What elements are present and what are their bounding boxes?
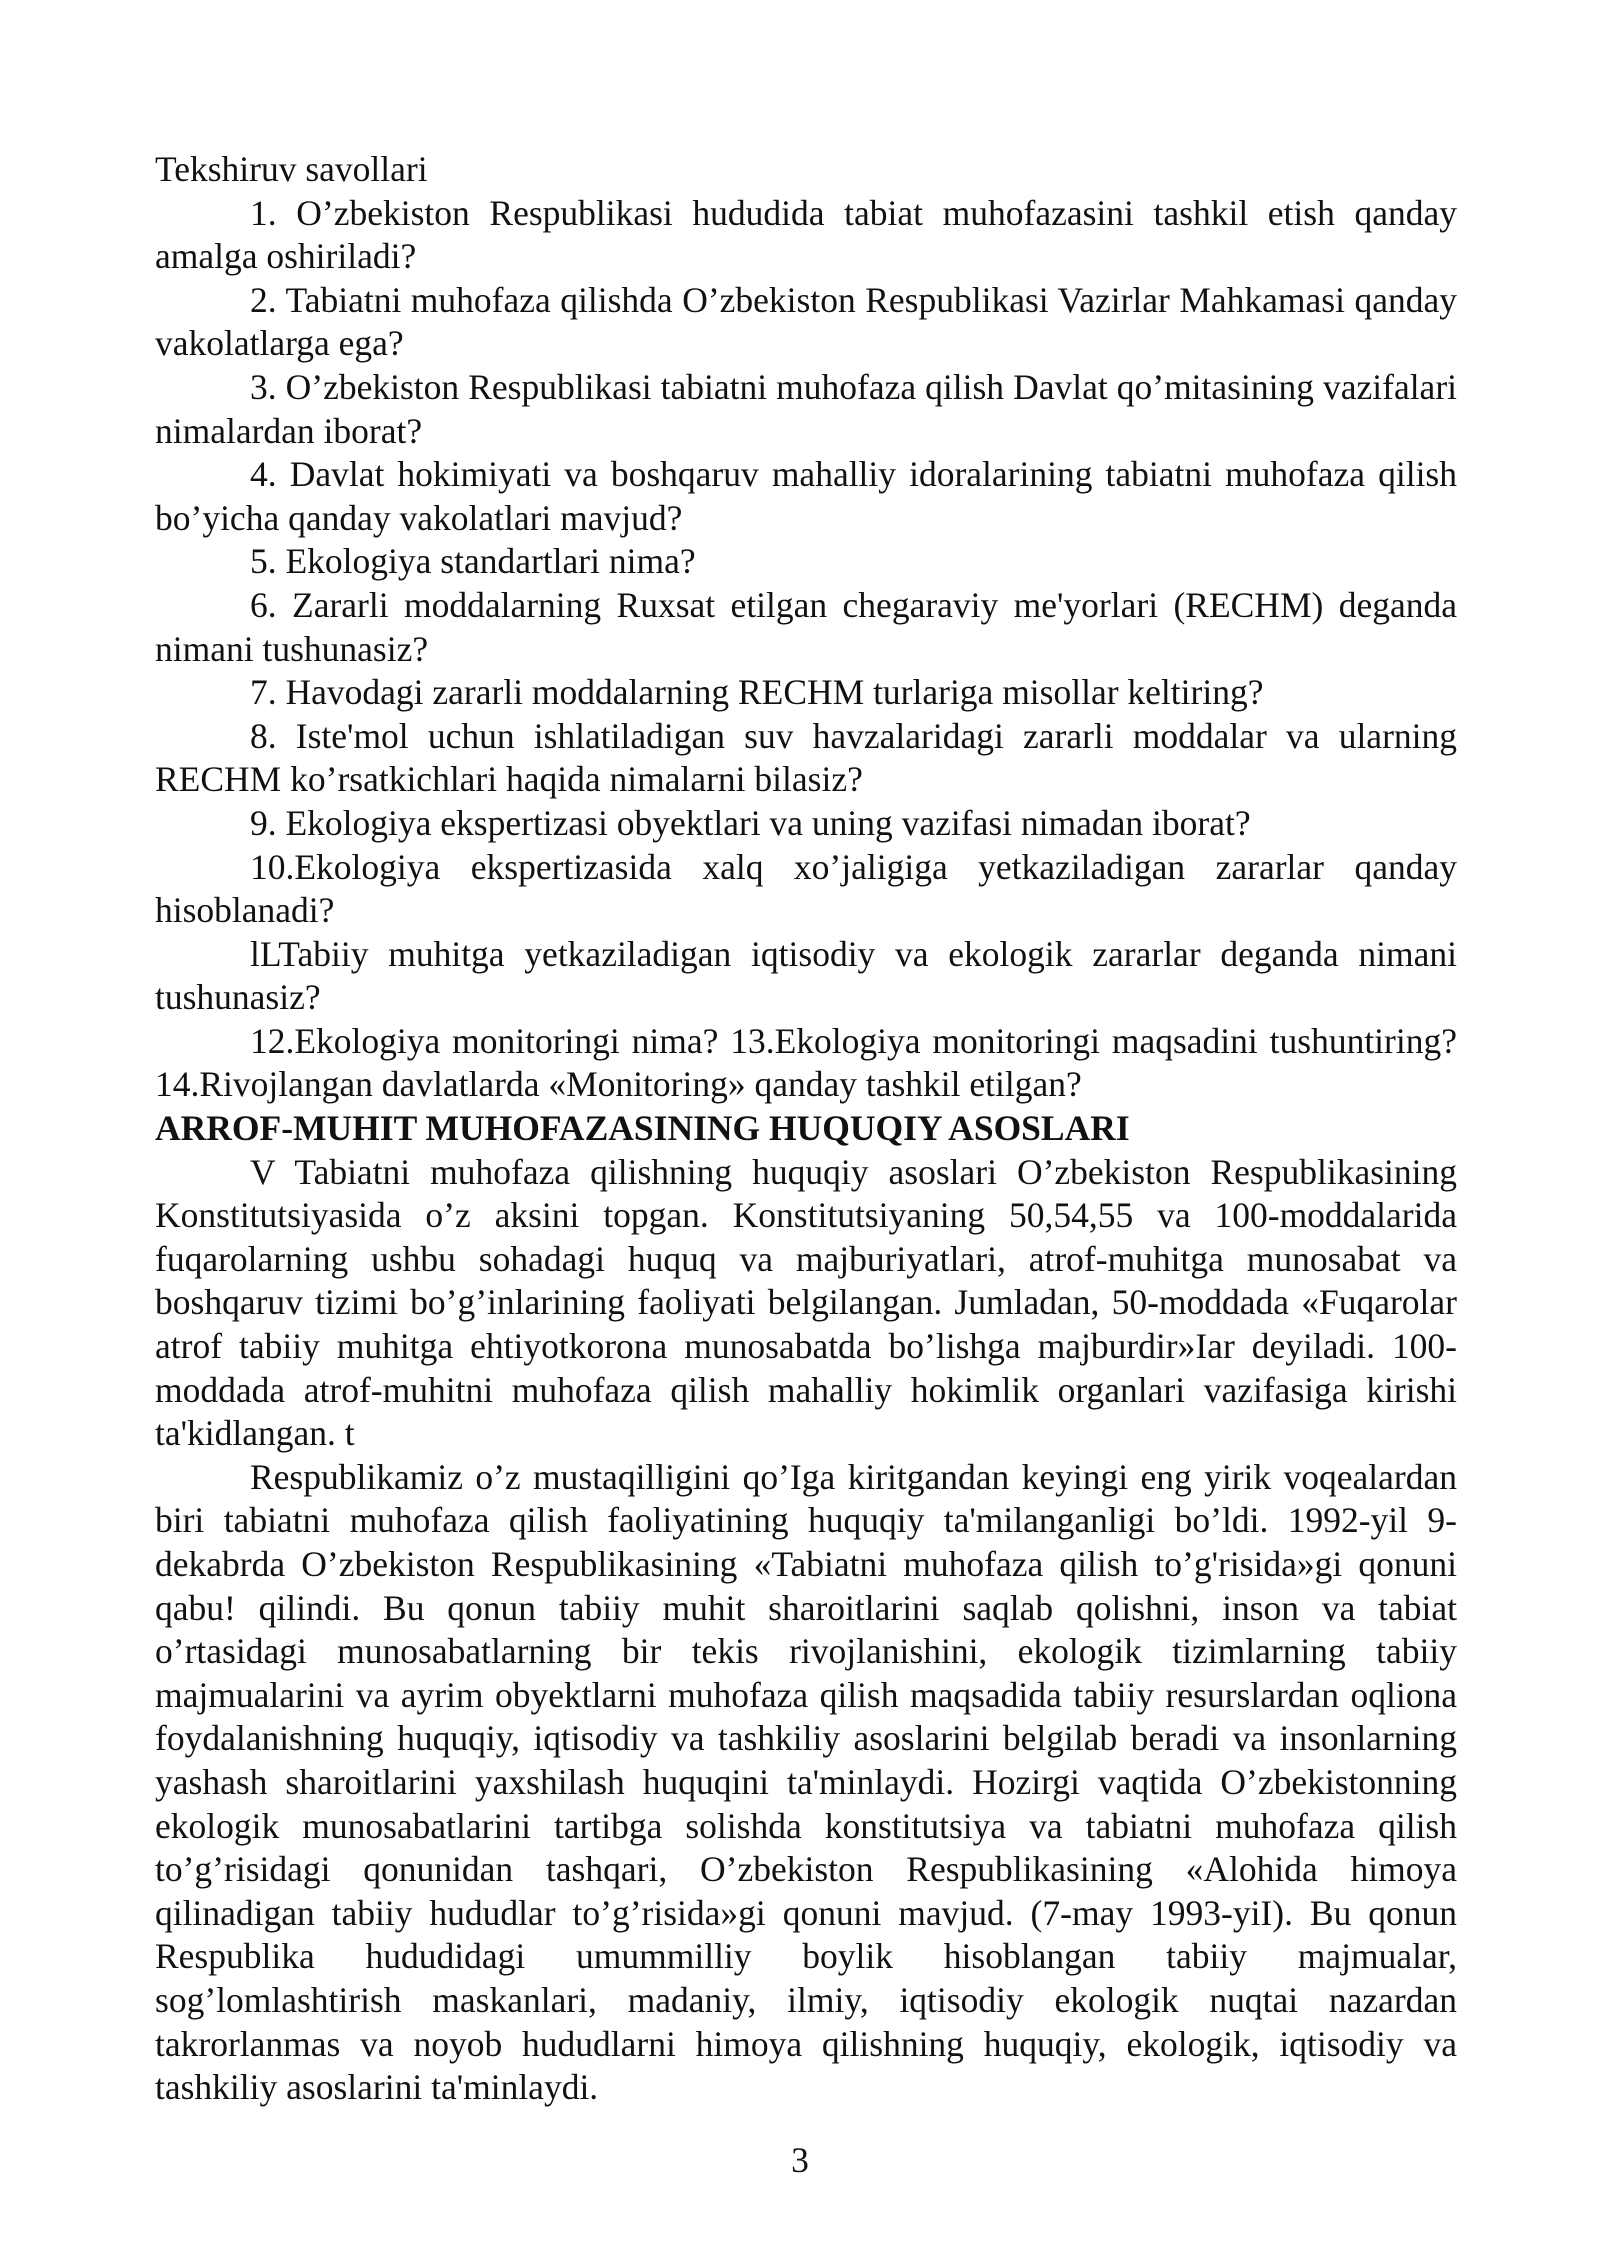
section-title: Tekshiruv savollari — [155, 149, 428, 189]
question-7: 7. Havodagi zararli moddalarning RECHM turlariga misollar keltiring? — [250, 672, 1264, 713]
question-9: 9. Ekologiya ekspertizasi obyektlari va uning vazifasi nimadan iborat? — [250, 802, 1251, 843]
question-4: 4. Davlat hokimiyati va boshqaruv mahalliy idoralarining tabiatni muhofaza qilish bo’yicha qanday vakolatlari mavjud? — [155, 454, 1457, 538]
question-12-14: 12.Ekologiya monitoringi nima? 13.Ekologiya monitoringi maqsadini tushuntiring? 14.Rivojlangan davlatlarda «Monitoring» qanday tashkil etilgan? — [155, 1020, 1457, 1105]
question-2: 2. Tabiatni muhofaza qilishda O’zbekiston Respublikasi Vazirlar Mahkamasi qanday vakolatlarga ega? — [155, 279, 1457, 364]
question-1: 1. O’zbekiston Respublikasi hududida tabiat muhofazasini tashkil etish qanday amalga oshiriladi? — [155, 192, 1457, 277]
body-paragraph-1: V Tabiatni muhofaza qilishning huquqiy asoslari O’zbekiston Respublikasining Konstitutsiyasida o’z aksini topgan. Konstitutsiyaning 50,54,55 va 100-moddalarida fuqarolarning ushbu sohadagi huquq va majburiyatlari, atrof-muhitga munosabat va boshqaruv tizimi bo’g’inlarining faoliyati belgilangan. Jumladan, 50-moddada «Fuqarolar atrof tabiiy muhitga ehtiyotkorona munosabatda bo’lishga majburdir»Iar deyiladi. 100-moddada atrof-muhitni muhofaza qilish mahalliy hokimlik organlari vazifasiga kirishi ta'kidlangan. t — [155, 1151, 1457, 1454]
question-11: lLTabiiy muhitga yetkaziladigan iqtisodiy va ekologik zararlar deganda nimani tushunasiz? — [155, 933, 1457, 1018]
body-paragraph-2: Respublikamiz o’z mustaqilligini qo’Iga kiritgandan keyingi eng yirik voqealardan biri tabiatni muhofaza qilish faoliyatining huquqiy ta'milanganligi bo’ldi. 1992-yil 9-dekabrda O’zbekiston Respublikasining «Tabiatni muhofaza qilish to’g'risida»gi qonuni qabu! qilindi. Bu qonun tabiiy muhit sharoitlarini saqlab qolishni, inson va tabiat o’rtasidagi munosabatlarning bir tekis rivojlanishini, ekologik tizimlarning tabiiy majmualarini va ayrim obyektlarni muhofaza qilish maqsadida tabiiy resurslardan oqliona foydalanishning huquqiy, iqtisodiy va tashkiliy asoslarini belgilab beradi va insonlarning yashash sharoitlarini yaxshilash huquqini ta'minlaydi. Hozirgi vaqtida O’zbekistonning ekologik munosabatlarini tartibga solishda konstitutsiya va tabiatni muhofaza qilish to’g’risidagi qonunidan tashqari, O’zbekiston Respublikasining «Alohida himoya qilinadigan tabiiy hududlar to’g’risida»gi qonuni mavjud. (7-may 1993-yiI). Bu qonun Respublika hududidagi umummilliy boylik hisoblangan tabiiy majmualar, sog’lomlashtirish maskanlari, madaniy, ilmiy, iqtisodiy ekologik nuqtai nazardan takrorlanmas va noyob hududlarni himoya qilishning huquqiy, ekologik, iqtisodiy va tashkiliy asoslarini ta'minlaydi. — [155, 1456, 1457, 2108]
question-5: 5. Ekologiya standartlari nima? — [250, 541, 696, 582]
page-number: 3 — [791, 2140, 809, 2180]
section-heading: ARROF-MUHIT MUHOFAZASINING HUQUQIY ASOSLARI — [155, 1108, 1130, 1149]
question-8: 8. Iste'mol uchun ishlatiladigan suv havzalaridagi zararli moddalar va ularning RECHM ko’rsatkichlari haqida nimalarni bilasiz? — [155, 715, 1457, 800]
question-10: 10.Ekologiya ekspertizasida xalq xo’jaligiga yetkaziladigan zararlar qanday hisoblanadi? — [155, 846, 1457, 931]
question-6: 6. Zararli moddalarning Ruxsat etilgan chegaraviy me'yorlari (RECHM) deganda nimani tushunasiz? — [155, 584, 1457, 669]
question-3: 3. O’zbekiston Respublikasi tabiatni muhofaza qilish Davlat qo’mitasining vazifalari nimalardan iborat? — [155, 366, 1457, 451]
document-page — [155, 148, 1457, 2110]
